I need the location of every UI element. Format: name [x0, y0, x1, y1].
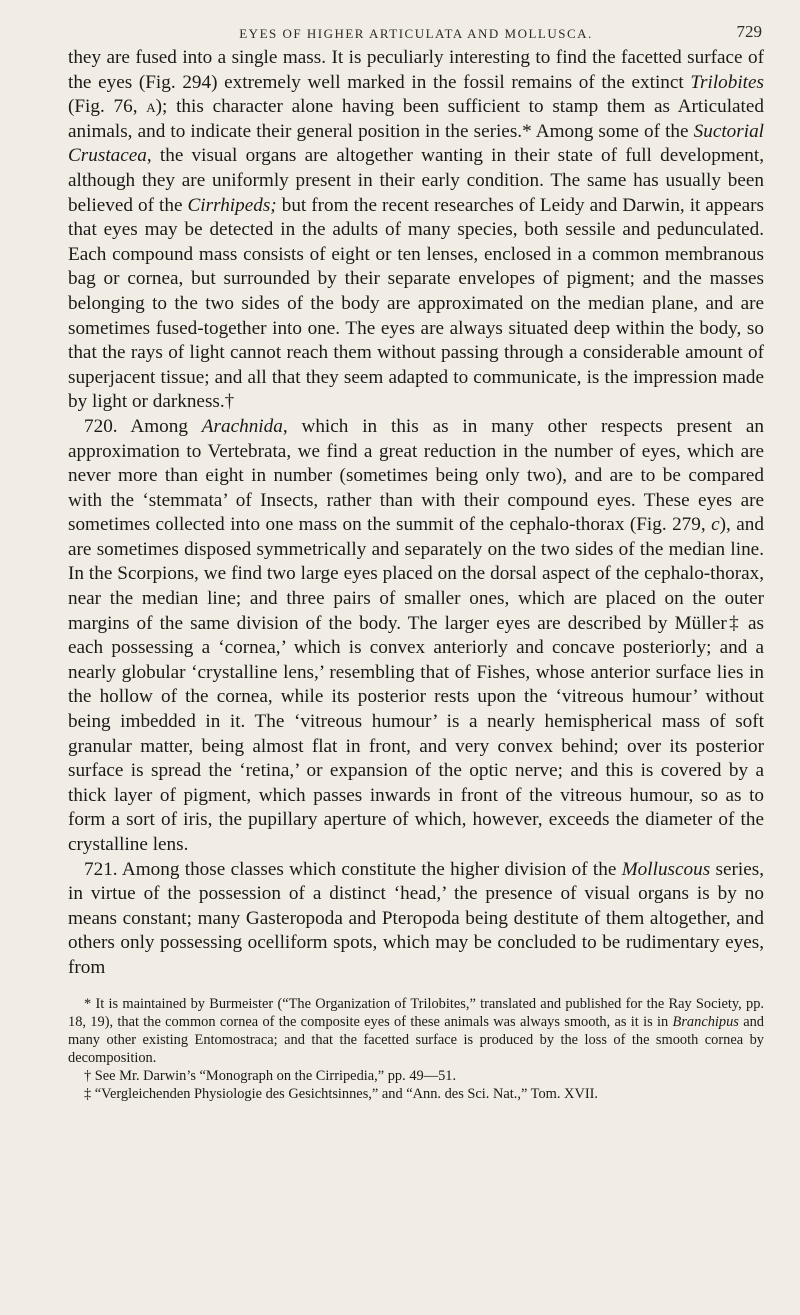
page-header [68, 12, 764, 46]
italic-text: Suctorial Crustacea [68, 120, 764, 167]
text-run: (Fig. 76, [68, 96, 147, 118]
paragraph-721 [68, 858, 764, 981]
text-run: ‡ “Vergleichenden Physiologie des Gesichtsinnes,” and “Ann. des Sci. Nat.,” Tom. XVII. [84, 1085, 599, 1102]
italic-text: Molluscous [621, 858, 711, 880]
text-run: 721. Among those classes which constitute the higher division of the [84, 858, 622, 880]
footnote-dagger [68, 1067, 764, 1085]
italic-text: Cirrhipeds; [187, 194, 277, 216]
text-run: but from the recent researches of Leidy and Darwin, it appears that eyes may be detected in the adults of many species, both sessile and pedunculated. Each compound mass consists of eight or ten lenses, enclosed in a common membranous bag or cornea, but surrounded by their separate envelopes of pigment; and the masses belonging to the two sides of the body are approximated on the median plane, and are sometimes fused-together into one. The eyes are always situated deep within the body, so that the rays of light cannot reach them without passing through a considerable amount of superjacent tissue; and all that they seem adapted to communicate, is the impression made by light or darkness.† [68, 194, 765, 413]
text-run: ); this character alone having been sufficient to stamp them as Articulated animals, and to indicate their general position in the series.* Among some of the [68, 96, 764, 142]
running-head: EYES OF HIGHER ARTICULATA AND MOLLUSCA. [239, 26, 593, 41]
footnote-star [68, 995, 764, 1067]
small-caps-text: a [146, 96, 156, 118]
italic-text: Arachnida [201, 415, 283, 437]
text-run: * It is maintained by Burmeister (“The Organization of Trilobites,” translated and published for the Ray Society, pp. 18, 19), that the common cornea of the composite eyes of these animals was always smooth, as it is in [68, 995, 764, 1030]
italic-text: Branchipus [672, 1013, 739, 1030]
text-run: they are fused into a single mass. It is peculiarly interesting to find the facetted surface of the eyes (Fig. 294) extremely well marked in the fossil remains of the extinct [68, 47, 764, 93]
text-run: ), and are sometimes disposed symmetrically and separately on the two sides of the median line. In the Scorpions, we find two large eyes placed on the dorsal aspect of the cephalo-thorax, near the median line; and three pairs of smaller ones, which are placed on the outer margins of the same division of the body. The larger eyes are described by Müller‡ as each possessing a ‘cornea,’ which is convex anteriorly and concave posteriorly; and a nearly globular ‘crystalline lens,’ resembling that of Fishes, whose anterior surface lies in the hollow of the cornea, while its posterior rests upon the ‘vitreous humour’ without being imbedded in it. The ‘vitreous humour’ is a nearly hemispherical mass of soft granular matter, being almost flat in front, and very convex behind; over its posterior surface is spread the ‘retina,’ or expansion of the optic nerve; and this is covered by a thick layer of pigment, which passes inwards in front of the vitreous humour, so as to form a sort of iris, the pupillary aperture of which, however, exceeds the diameter of the crystalline lens. [68, 514, 764, 855]
text-run: † See Mr. Darwin’s “Monograph on the Cirripedia,” pp. 49—51. [84, 1067, 457, 1084]
paragraph-720 [68, 415, 764, 858]
text-run: and many other existing Entomostraca; and that the facetted surface is produced by the loss of the smooth cornea by decomposition. [68, 1013, 764, 1066]
italic-text: c [711, 514, 720, 536]
text-run: series, in virtue of the possession of a distinct ‘head,’ the presence of visual organs is by no means constant; many Gasteropoda and Pteropoda being destitute of them altogether, and others only possessing ocelliform spots, which may be concluded to be rudimentary eyes, from [68, 858, 765, 978]
page-number: 729 [736, 22, 762, 41]
body-text [68, 46, 764, 981]
text-run: , which in this as in many other respects present an approximation to Vertebrata, we find a great reduction in the number of eyes, which are never more than eight in number (sometimes being only two), and are to be compared with the ‘stemmata’ of Insects, rather than with their compound eyes. These eyes are sometimes collected into one mass on the summit of the cephalo-thorax (Fig. 279, [68, 415, 764, 536]
italic-text: Trilobites [690, 71, 764, 93]
text-run: , the visual organs are altogether wanting in their state of full development, although they are uniformly present in their early condition. The same has usually been believed of the [68, 145, 764, 216]
footnote-double-dagger [68, 1085, 764, 1103]
text-run: 720. Among [84, 415, 202, 437]
footnotes [68, 995, 764, 1103]
paragraph-continuation [68, 46, 764, 415]
